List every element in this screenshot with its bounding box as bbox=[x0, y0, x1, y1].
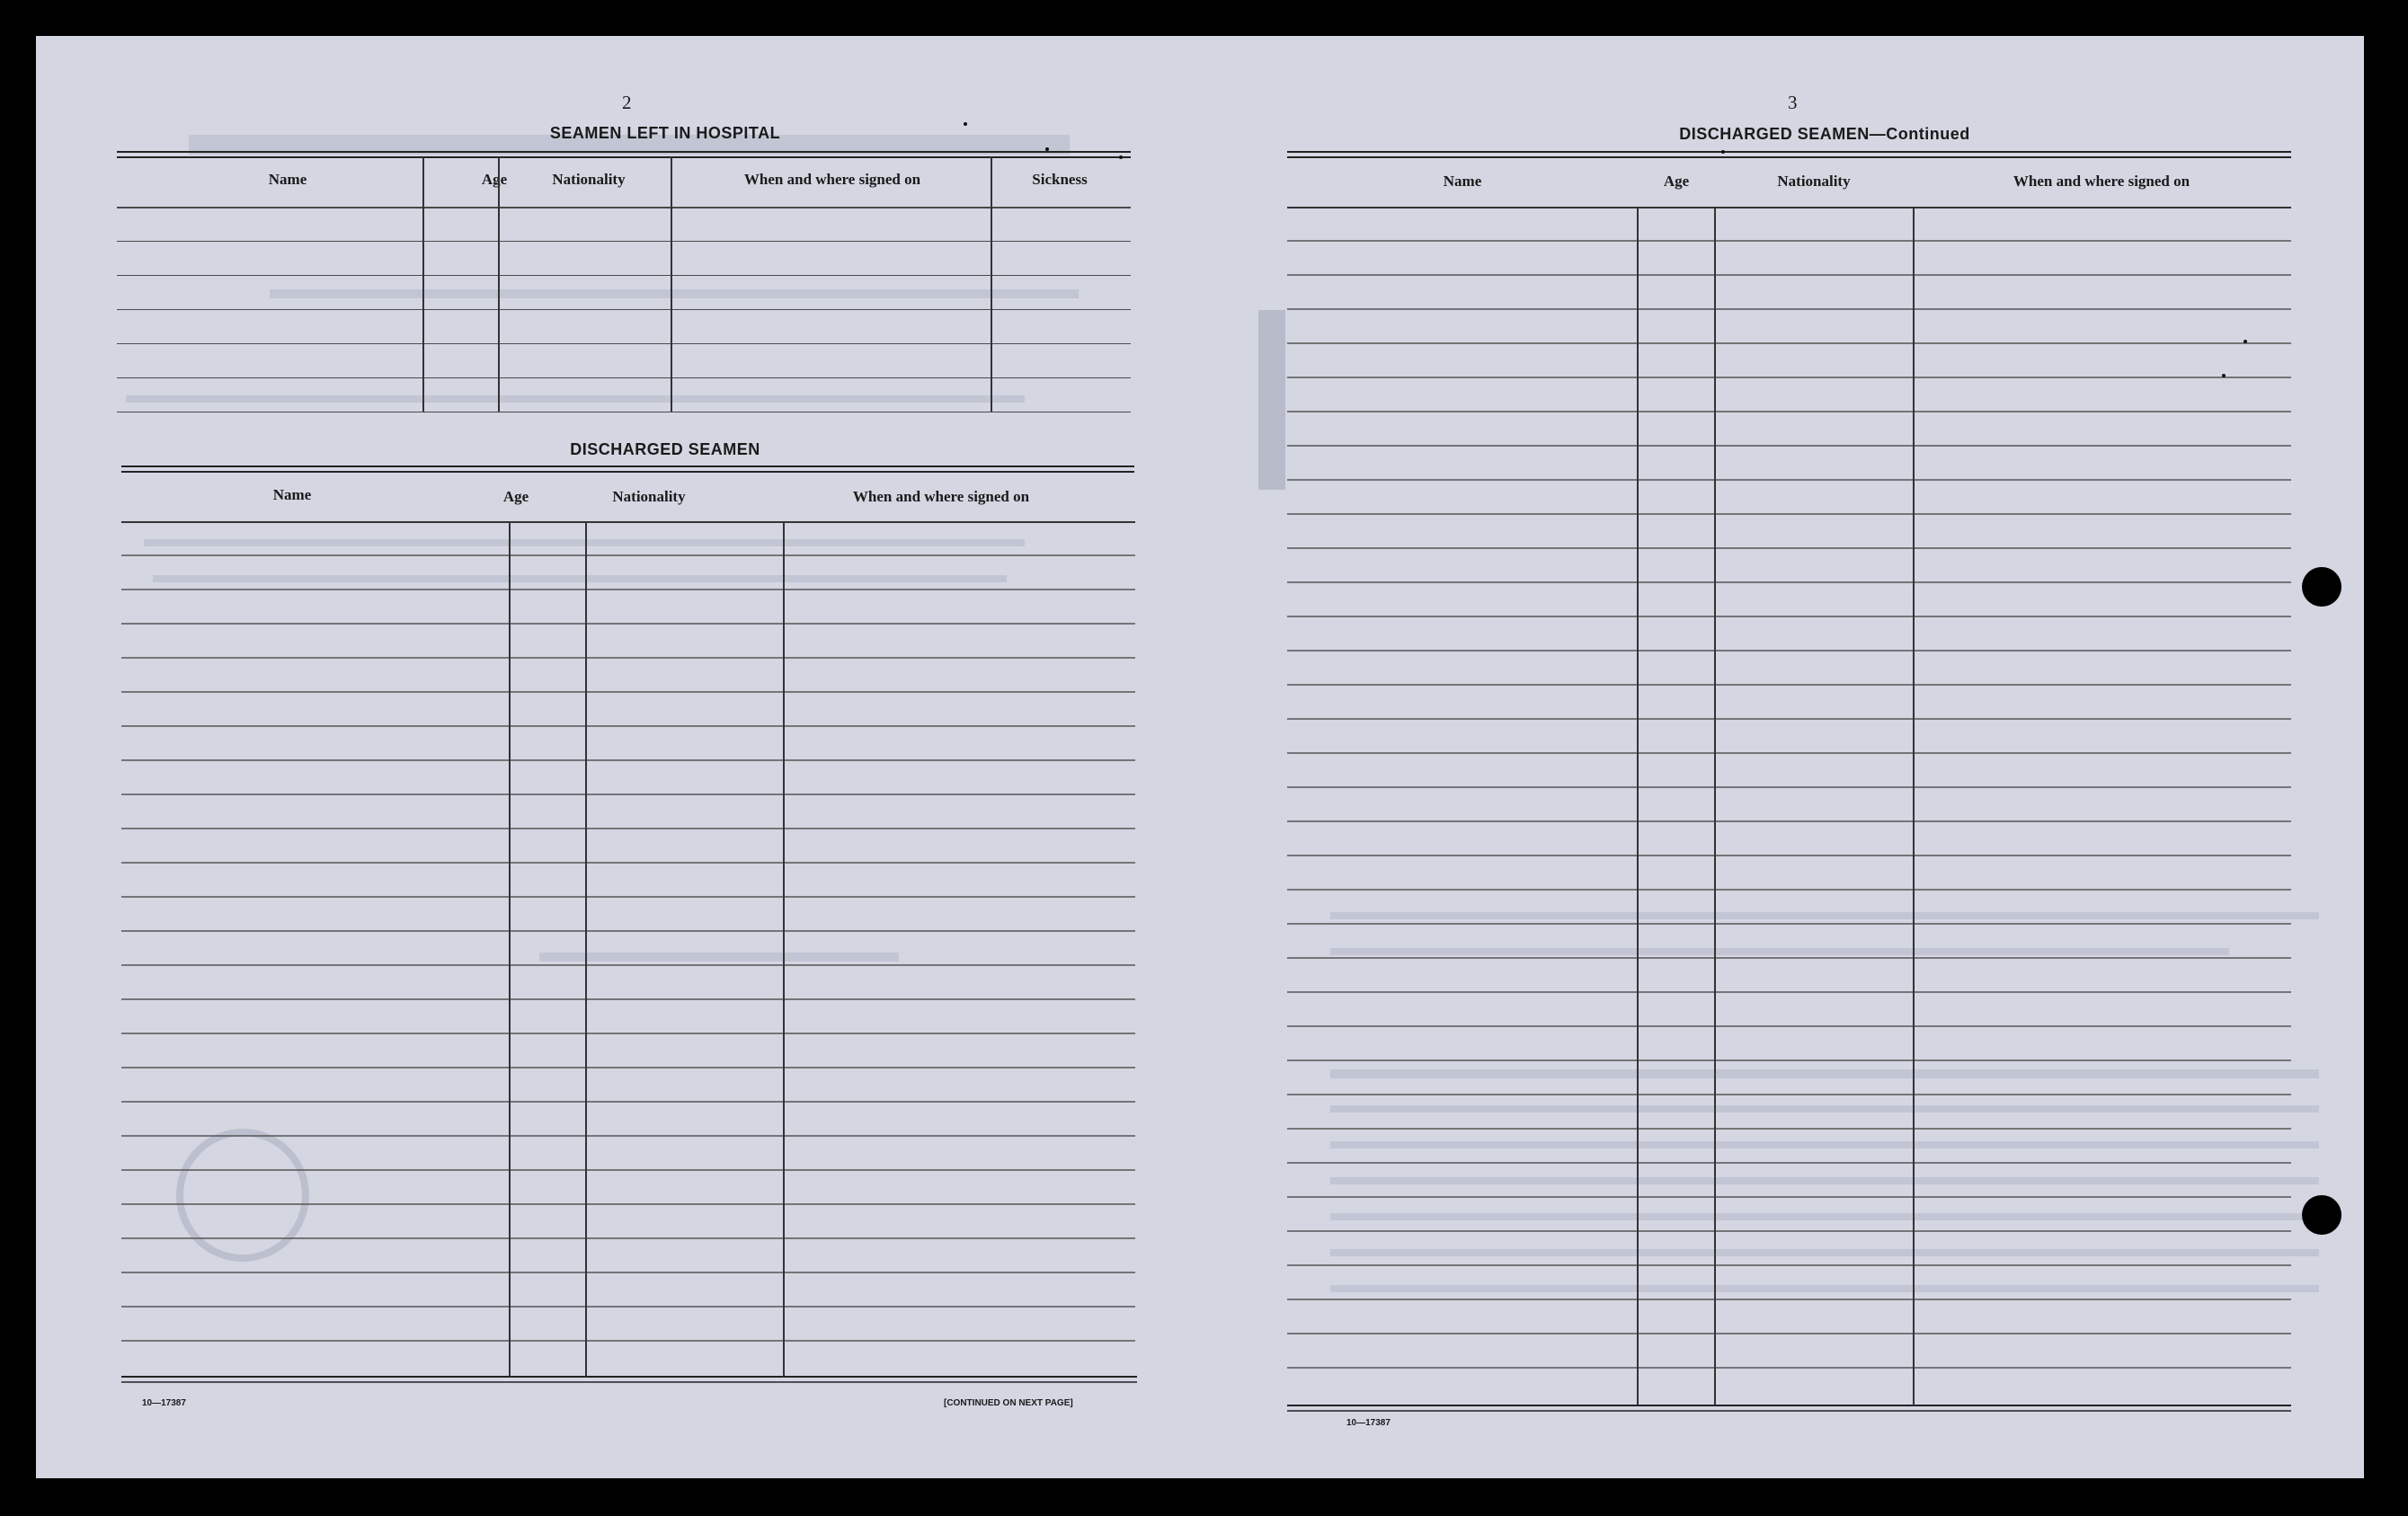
hospital-col-signed-on: When and where signed on bbox=[743, 171, 921, 188]
ink-dot bbox=[2222, 374, 2226, 377]
hospital-col-sickness: Sickness bbox=[1032, 171, 1088, 188]
discharged-col-age: Age bbox=[502, 488, 529, 505]
col-nationality: Nationality bbox=[1777, 173, 1851, 190]
page-number: 2 bbox=[622, 92, 632, 113]
ink-dot bbox=[2244, 340, 2247, 343]
title-rule bbox=[1287, 156, 2291, 158]
left-page bbox=[36, 36, 1186, 1478]
title-rule bbox=[121, 471, 1134, 473]
col-name: Name bbox=[1443, 173, 1482, 190]
ink-dot bbox=[964, 122, 967, 126]
column-divider bbox=[498, 157, 500, 412]
ink-dot bbox=[1119, 155, 1123, 159]
column-divider bbox=[422, 157, 424, 412]
page-number: 3 bbox=[1788, 92, 1798, 113]
hospital-col-name: Name bbox=[268, 171, 307, 188]
ink-dot bbox=[1721, 150, 1725, 154]
document-sheet bbox=[36, 36, 2364, 1478]
punch-hole bbox=[2302, 1195, 2341, 1235]
table-row bbox=[117, 309, 1131, 310]
table-row bbox=[117, 275, 1131, 276]
ink-dot bbox=[1045, 147, 1049, 151]
form-number: 10—17387 bbox=[142, 1398, 186, 1408]
discharged-continued-ruled-grid bbox=[1287, 207, 2294, 1429]
title-rule bbox=[121, 465, 1134, 467]
title-sub: —Continued bbox=[1869, 125, 1970, 143]
table-row bbox=[117, 241, 1131, 242]
column-divider bbox=[991, 157, 992, 412]
form-number: 10—17387 bbox=[1346, 1418, 1391, 1428]
discharged-col-name: Name bbox=[272, 486, 312, 503]
column-divider bbox=[671, 157, 672, 412]
right-page bbox=[1204, 36, 2364, 1478]
table-row bbox=[117, 343, 1131, 344]
continued-note: [CONTINUED ON NEXT PAGE] bbox=[944, 1398, 1073, 1408]
header-rule bbox=[117, 207, 1131, 208]
discharged-ruled-grid bbox=[121, 521, 1137, 1420]
title-rule bbox=[117, 156, 1131, 158]
punch-hole bbox=[2302, 567, 2341, 607]
col-age: Age bbox=[1663, 173, 1690, 190]
discharged-continued-title bbox=[1591, 125, 2058, 144]
discharged-col-signed-on: When and where signed on bbox=[852, 488, 1030, 505]
title-rule bbox=[117, 151, 1131, 153]
table-row bbox=[117, 377, 1131, 378]
title-main: DISCHARGED SEAMEN bbox=[1679, 125, 1870, 143]
hospital-col-age: Age bbox=[481, 171, 508, 188]
hospital-col-nationality: Nationality bbox=[552, 171, 626, 188]
col-signed-on: When and where signed on bbox=[2013, 173, 2190, 190]
discharged-title: DISCHARGED SEAMEN bbox=[570, 440, 760, 458]
title-rule bbox=[1287, 151, 2291, 153]
discharged-col-nationality: Nationality bbox=[612, 488, 686, 505]
hospital-title: SEAMEN LEFT IN HOSPITAL bbox=[549, 124, 781, 142]
